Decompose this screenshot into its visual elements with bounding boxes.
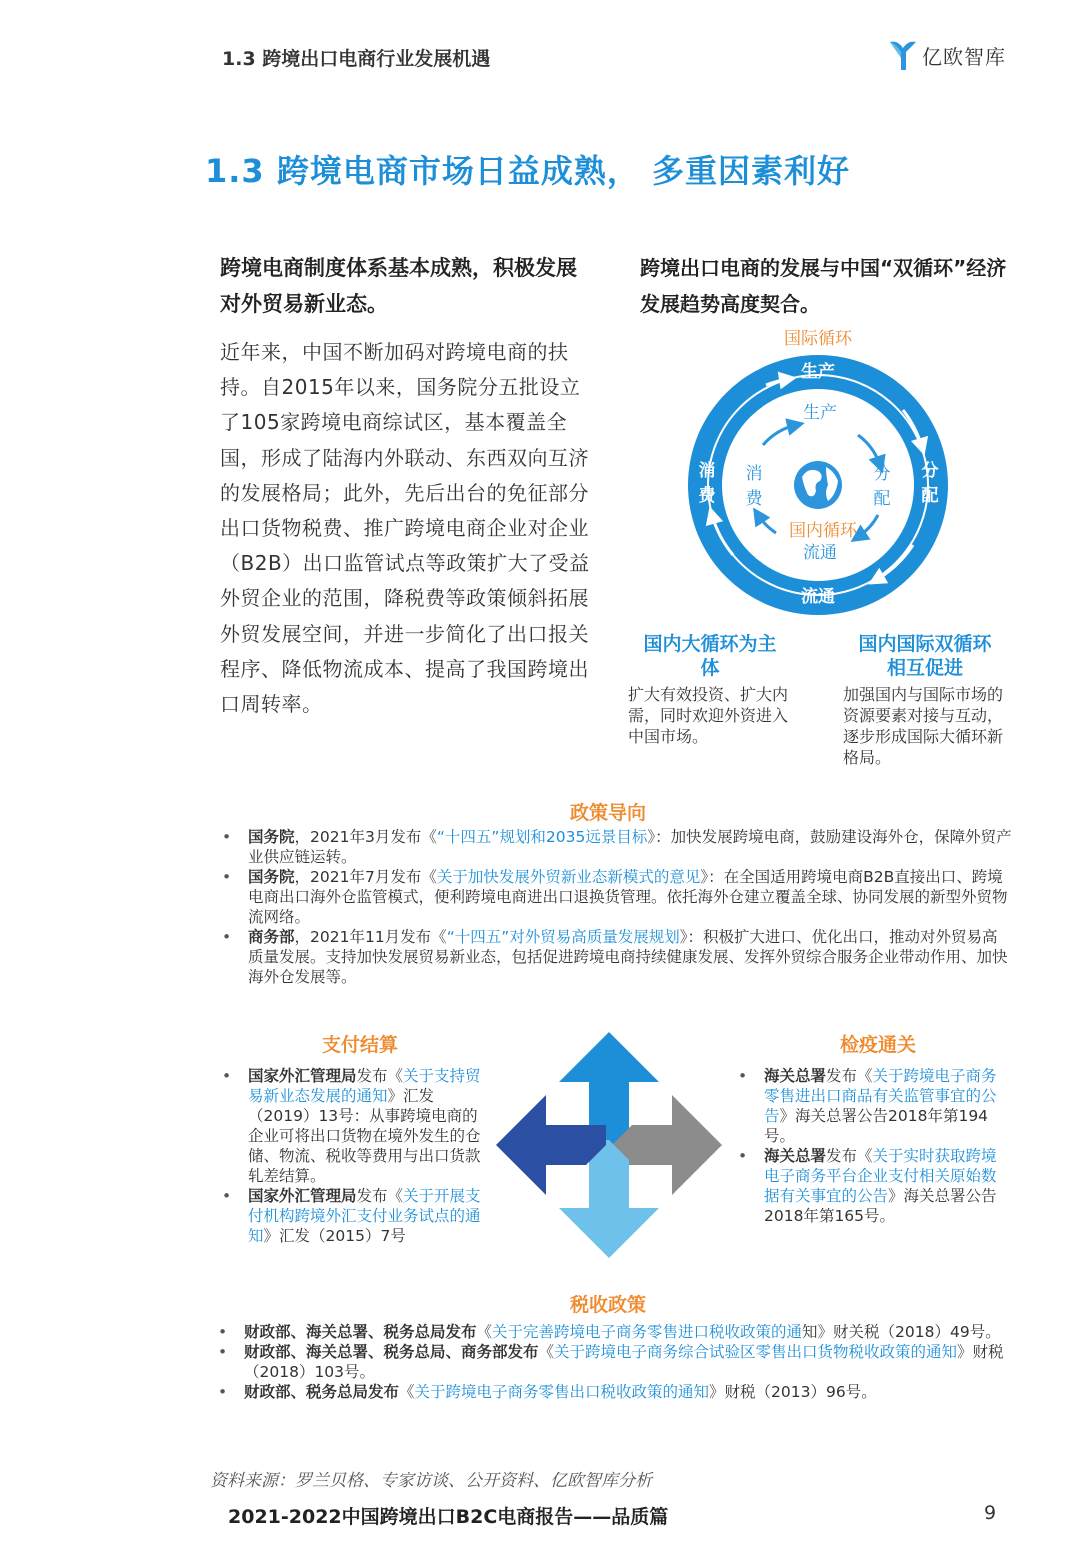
source-note: 资料来源：罗兰贝格、专家访谈、公开资料、亿欧智库分析 <box>210 1471 652 1491</box>
cycle-inner-top: 生产 <box>803 403 837 423</box>
dual-circulation-diagram <box>688 355 948 615</box>
right-heading: 跨境出口电商的发展与中国“双循环”经济发展趋势高度契合。 <box>640 256 1007 316</box>
cycle-inner-left: 消费 <box>745 464 763 509</box>
cycle-inner-title: 国内循环 <box>789 521 857 541</box>
caption-right-title: 国内国际双循环相互促进 <box>858 633 992 679</box>
policy-item: • 国务院，2021年7月发布《关于加快发展外贸新业态新模式的意见》：在全国适用跨境电商B2B直接出口、跨境电商出口海外仓监管模式，便利跨境电商进出口退换货管理。依托海外仓建立覆盖全球、协同发展的新型外贸物流网络。 <box>222 867 1012 927</box>
header-section-title: 1.3 跨境出口电商行业发展机遇 <box>222 48 491 70</box>
payment-title: 支付结算 <box>322 1034 399 1056</box>
globe-icon <box>794 461 842 509</box>
logo <box>888 38 1006 72</box>
tax-item: • 财政部、海关总署、税务总局发布《关于完善跨境电子商务零售进口税收政策的通知》财关税（2018）49号。 <box>218 1322 1008 1342</box>
payment-item: • 国家外汇管理局发布《关于支持贸易新业态发展的通知》汇发（2019）13号：从事跨境电商的企业可将出口货物在境外发生的仓储、物流、税收等费用与出口货款轧差结算。 <box>222 1066 487 1186</box>
tax-item: • 财政部、海关总署、税务总局、商务部发布《关于跨境电子商务综合试验区零售出口货物税收政策的通知》财税（2018）103号。 <box>218 1342 1008 1382</box>
cycle-inner-bottom: 流通 <box>803 543 837 563</box>
cycle-outer-title: 国际循环 <box>784 329 852 349</box>
tax-item: • 财政部、税务总局发布《关于跨境电子商务零售出口税收政策的通知》财税（2013）96号。 <box>218 1382 1008 1402</box>
left-heading: 跨境电商制度体系基本成熟，积极发展对外贸易新业态。 <box>220 256 577 316</box>
policy-title: 政策导向 <box>570 802 647 824</box>
quarantine-title: 检疫通关 <box>840 1034 917 1056</box>
caption-left-title: 国内大循环为主体 <box>643 633 777 679</box>
tax-list <box>218 1322 1008 1402</box>
page-title: 1.3 跨境电商市场日益成熟， 多重因素利好 <box>205 152 850 190</box>
page-number: 9 <box>984 1502 997 1524</box>
cycle-outer-left: 消费 <box>698 461 716 506</box>
cycle-outer-right: 分配 <box>921 461 939 506</box>
policy-item: • 商务部，2021年11月发布《“十四五”对外贸易高质量发展规划》：积极扩大进口、优化出口，推动对外贸易高质量发展。支持加快发展贸易新业态，包括促进跨境电商持续健康发展、发挥外贸综合服务企业带动作用、加快海外仓发展等。 <box>222 927 1012 987</box>
cycle-inner-right: 分配 <box>873 464 891 509</box>
logo-icon <box>888 38 918 72</box>
policy-list <box>222 827 1012 987</box>
four-arrows-graphic <box>494 1030 724 1260</box>
footer-report-title: 2021-2022中国跨境出口B2C电商报告——品质篇 <box>228 1506 669 1528</box>
cycle-outer-top: 生产 <box>801 362 835 382</box>
cycle-outer-bottom: 流通 <box>801 587 835 607</box>
logo-text: 亿欧智库 <box>922 44 1006 69</box>
policy-item: • 国务院，2021年3月发布《“十四五”规划和2035远景目标》：加快发展跨境电商，鼓励建设海外仓，保障外贸产业供应链运转。 <box>222 827 1012 867</box>
caption-left-body: 扩大有效投资、扩大内需，同时欢迎外资进入中国市场。 <box>628 685 789 746</box>
payment-item: • 国家外汇管理局发布《关于开展支付机构跨境外汇支付业务试点的通知》汇发（2015）7号 <box>222 1186 487 1246</box>
quarantine-list <box>738 1066 1000 1226</box>
quarantine-item: • 海关总署发布《关于实时获取跨境电子商务平台企业支付相关原始数据有关事宜的公告》海关总署公告2018年第165号。 <box>738 1146 1000 1226</box>
quarantine-item: • 海关总署发布《关于跨境电子商务零售进出口商品有关监管事宜的公告》海关总署公告2018年第194号。 <box>738 1066 1000 1146</box>
left-body-paragraph: 近年来，中国不断加码对跨境电商的扶持。自2015年以来，国务院分五批设立了105家跨境电商综试区，基本覆盖全国，形成了陆海内外联动、东西双向互济的发展格局；此外，先后出台的免征部分出口货物税费、推广跨境电商企业对企业（B2B）出口监管试点等政策扩大了受益外贸企业的范围，降税费等政策倾斜拓展外贸发展空间，并进一步简化了出口报关程序、降低物流成本、提高了我国跨境出口周转率。 <box>220 340 590 717</box>
payment-list <box>222 1066 487 1246</box>
caption-right-body: 加强国内与国际市场的资源要素对接与互动，逐步形成国际大循环新格局。 <box>843 685 1004 767</box>
tax-title: 税收政策 <box>570 1294 647 1316</box>
